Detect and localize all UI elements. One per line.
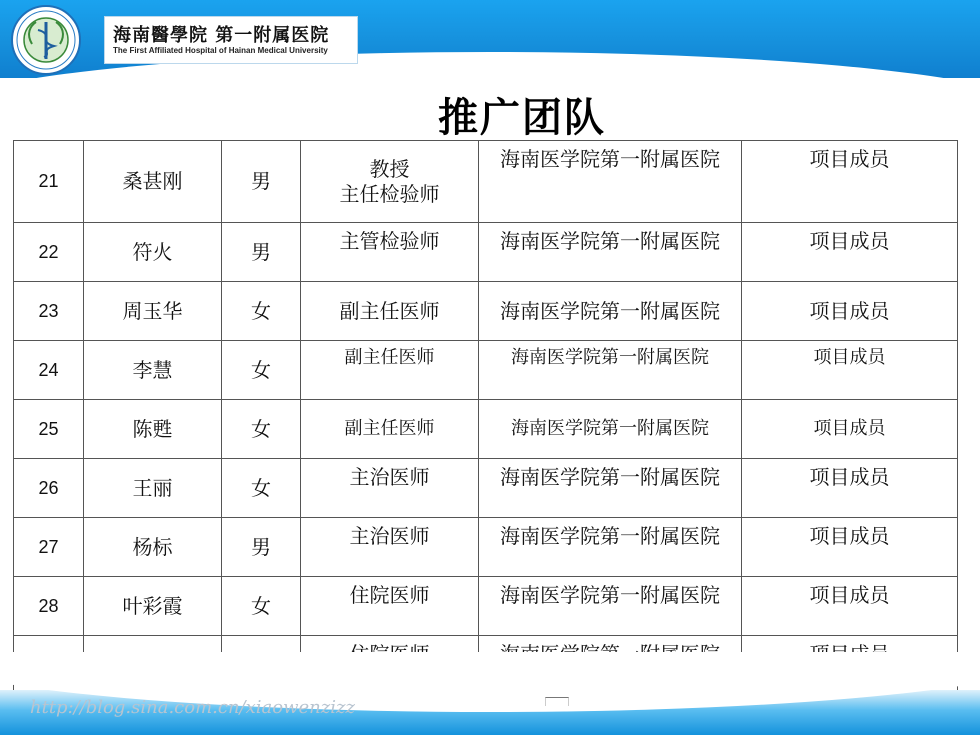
member-role: 项目成员 (742, 141, 958, 223)
hospital-emblem-icon (4, 4, 88, 76)
member-role: 项目成员 (742, 282, 958, 341)
member-title: 主管检验师 (301, 223, 479, 282)
row-number: 25 (14, 400, 84, 459)
hospital-logo-banner (104, 16, 358, 64)
member-gender: 女 (222, 282, 301, 341)
member-role: 项目成员 (742, 459, 958, 518)
watermark-text: http://blog.sina.com.cn/xiaowenzizz (30, 697, 355, 718)
member-title: 副主任医师 (301, 282, 479, 341)
row-number: 26 (14, 459, 84, 518)
member-role: 项目成员 (742, 577, 958, 636)
member-gender: 女 (222, 459, 301, 518)
member-title: 主治医师 (301, 518, 479, 577)
member-role: 项目成员 (742, 223, 958, 282)
member-gender: 女 (222, 400, 301, 459)
member-role: 项目成员 (742, 518, 958, 577)
member-role: 项目成员 (742, 400, 958, 459)
page-marker (545, 697, 569, 706)
member-gender: 女 (222, 341, 301, 400)
member-gender: 男 (222, 223, 301, 282)
member-name: 王丽 (84, 459, 222, 518)
member-gender: 男 (222, 518, 301, 577)
member-organization: 海南医学院第一附属医院 (479, 459, 742, 518)
table-row (14, 400, 958, 459)
member-title-line2: 主任检验师 (339, 181, 440, 206)
member-organization: 海南医学院第一附属医院 (479, 223, 742, 282)
row-number: 21 (14, 141, 84, 223)
member-title: 住院医师 (301, 577, 479, 636)
member-name: 符火 (84, 223, 222, 282)
table-row (14, 223, 958, 282)
member-organization: 海南医学院第一附属医院 (479, 518, 742, 577)
member-role: 项目成员 (742, 341, 958, 400)
member-organization: 海南医学院第一附属医院 (479, 400, 742, 459)
member-organization: 海南医学院第一附属医院 (479, 577, 742, 636)
row-number: 27 (14, 518, 84, 577)
member-title-line1: 教授 (369, 156, 410, 181)
member-title: 主治医师 (301, 459, 479, 518)
team-table (13, 140, 958, 695)
member-name: 陈甦 (84, 400, 222, 459)
member-organization: 海南医学院第一附属医院 (479, 282, 742, 341)
member-organization: 海南医学院第一附属医院 (479, 141, 742, 223)
table-row (14, 518, 958, 577)
page-title: 推广团队 (438, 95, 606, 141)
logo-english-name: The First Affiliated Hospital of Hainan Medical University (113, 46, 328, 55)
row-number: 22 (14, 223, 84, 282)
member-name: 周玉华 (84, 282, 222, 341)
member-name: 杨标 (84, 518, 222, 577)
member-title (301, 141, 479, 223)
table-row (14, 282, 958, 341)
logo-chinese-name: 海南醫學院 第一附属医院 (113, 25, 330, 46)
member-organization: 海南医学院第一附属医院 (479, 341, 742, 400)
row-number: 24 (14, 341, 84, 400)
member-title: 副主任医师 (301, 400, 479, 459)
member-name: 桑甚刚 (84, 141, 222, 223)
member-name: 李慧 (84, 341, 222, 400)
table-row (14, 459, 958, 518)
table-row (14, 141, 958, 223)
member-gender: 女 (222, 577, 301, 636)
member-name: 叶彩霞 (84, 577, 222, 636)
member-gender: 男 (222, 141, 301, 223)
table-row (14, 577, 958, 636)
row-number: 23 (14, 282, 84, 341)
table-row (14, 341, 958, 400)
member-title: 副主任医师 (301, 341, 479, 400)
row-number: 28 (14, 577, 84, 636)
